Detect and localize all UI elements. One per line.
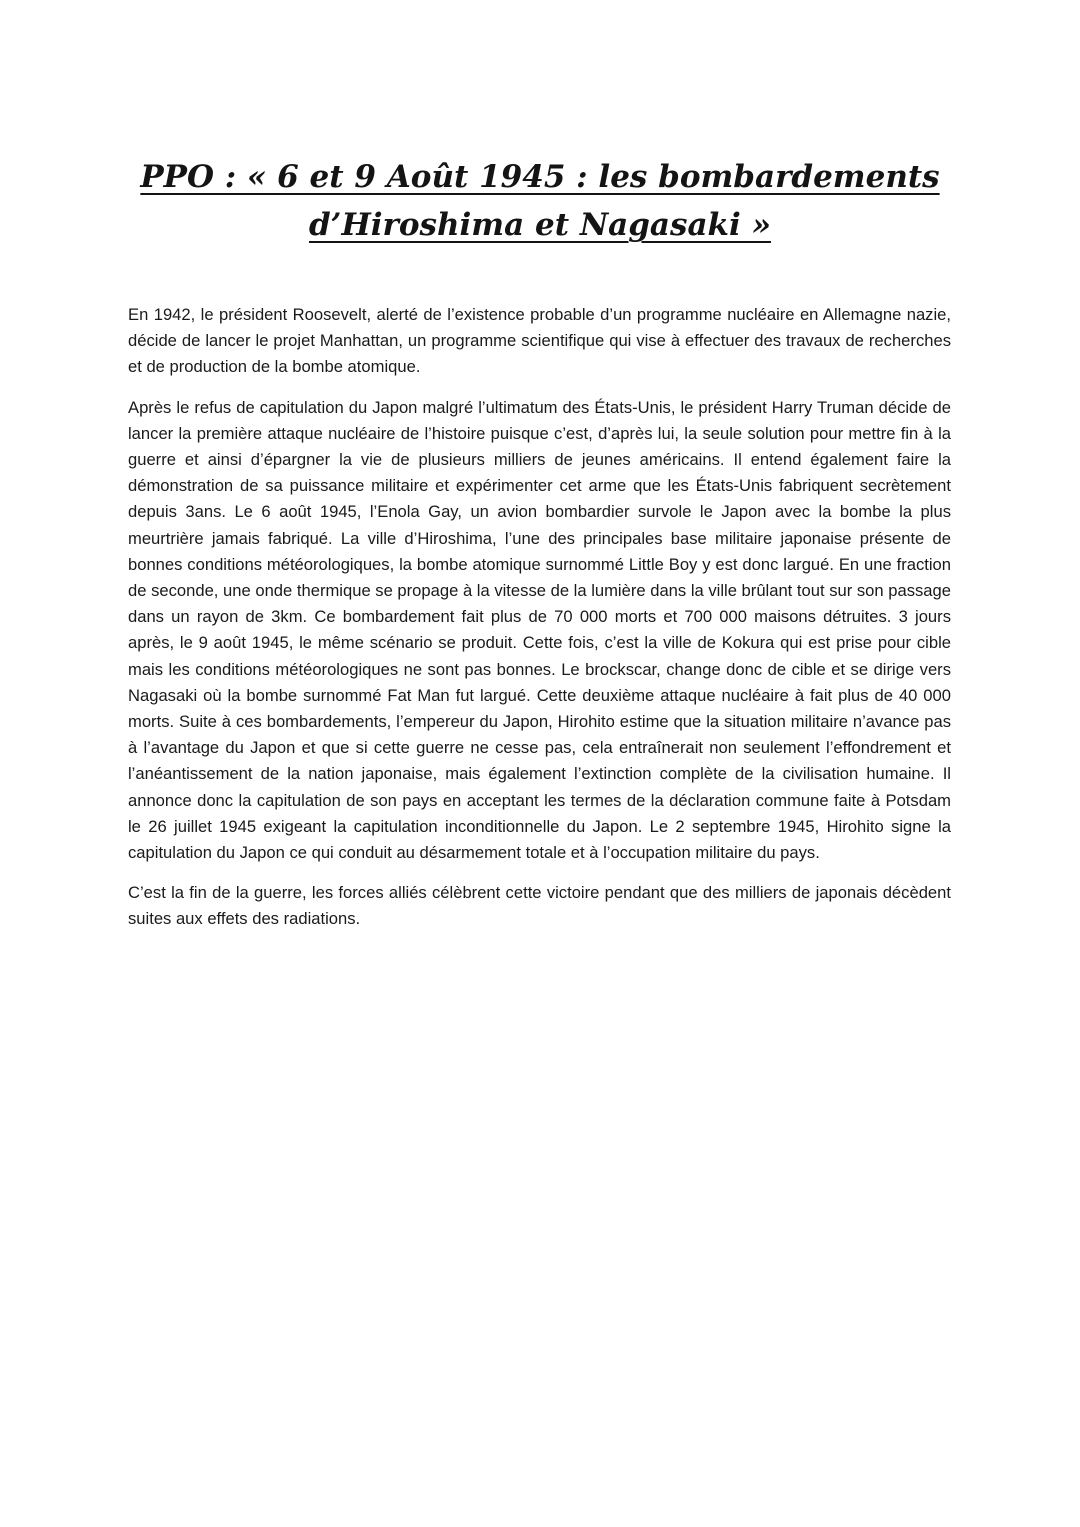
paragraph-bombings: Après le refus de capitulation du Japon malgré l’ultimatum des États-Unis, le président Harry Truman décide de lancer la première attaque nucléaire de l’histoire puisque c’est, d’après lui, la seule solution pour mettre fin à la guerre et ainsi d’épargner la vie de plusieurs milliers de jeunes américains. Il entend également faire la démonstration de sa puissance militaire et expérimenter cet arme que les États-Unis fabriquent secrètement depuis 3ans. Le 6 août 1945, l’Enola Gay, un avion bombardier survole le Japon avec la bombe la plus meurtrière jamais fabriqué. La ville d’Hiroshima, l’une des principales base militaire japonaise présente de bonnes conditions météorologiques, la bombe atomique surnommé Little Boy y est donc largué. En une fraction de seconde, une onde thermique se propage à la vitesse de la lumière dans la ville brûlant tout sur son passage dans un rayon de 3km. Ce bombardement fait plus de 70 000 morts et 700 000 maisons détruites. 3 jours après, le 9 août 1945, le même scénario se produit. Cette fois, c’est la ville de Kokura qui est prise pour cible mais les conditions météorologiques ne sont pas bonnes. Le brockscar, change donc de cible et se dirige vers Nagasaki où la bombe surnommé Fat Man fut largué. Cette deuxième attaque nucléaire à fait plus de 40 000 morts. Suite à ces bombardements, l’empereur du Japon, Hirohito estime que la situation militaire n’avance pas à l’avantage du Japon et que si cette guerre ne cesse pas, cela entraînerait non seulement l’effondrement et l’anéantissement de la nation japonaise, mais également l’extinction complète de la civilisation humaine. Il annonce donc la capitulation de son pays en acceptant les termes de la déclaration commune faite à Potsdam le 26 juillet 1945 exigeant la capitulation inconditionnelle du Japon. Le 2 septembre 1945, Hirohito signe la capitulation du Japon ce qui conduit au désarmement totale et à l’occupation militaire du pays. [128,397,951,863]
title-line-2 [120,201,960,249]
title-line-2-text: d’Hiroshima et Nagasaki » [309,206,771,243]
paragraph-intro: En 1942, le président Roosevelt, alerté de l’existence probable d’un programme nucléaire en Allemagne nazie, décide de lancer le projet Manhattan, un programme scientifique qui vise à effectuer des travaux de recherches et de production de la bombe atomique. [128,305,951,377]
title-line-1 [120,153,960,201]
document-body [128,302,951,947]
document-title [120,153,960,249]
title-line-1-text: PPO : « 6 et 9 Août 1945 : les bombardements [140,158,940,195]
paragraph-conclusion: C’est la fin de la guerre, les forces alliés célèbrent cette victoire pendant que des milliers de japonais décèdent suites aux effets des radiations. [128,883,951,929]
